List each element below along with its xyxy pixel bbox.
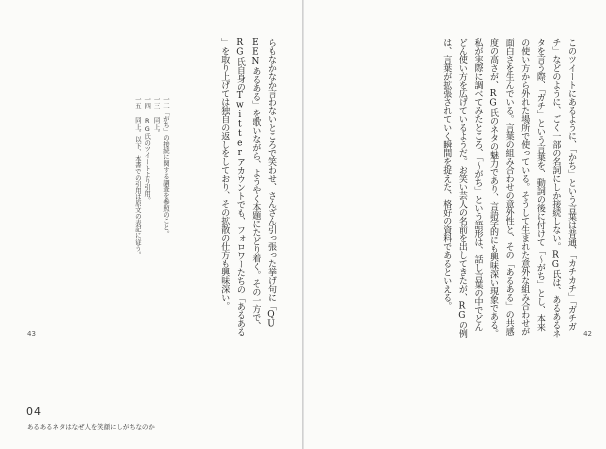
- left-page: [0, 0, 302, 449]
- footnote: 一二「がち」の接続に関する調査を参照のこと。: [162, 96, 170, 237]
- right-page: [304, 0, 606, 449]
- body-text: らもなかなか言わないところで笑わせ、さんざん引っ張った挙げ句に「QUEENあるある」を歌いながら、ようやく本題にたどり着く。その一方で、RG氏自身のTwitterアカウントでも、フォロワーたちの「あるある」を取り上げては独自の返しをしており、その拡散の仕方も興味深い。: [219, 38, 276, 336]
- chapter-title: あるあるネタはなぜ人を笑顔にしがちなのか: [27, 423, 155, 431]
- footnote: 一三 同上。: [152, 96, 161, 136]
- page-number: 43: [27, 330, 36, 338]
- page-number: 42: [583, 330, 592, 338]
- chapter-number: 04: [26, 405, 42, 418]
- footnote: 一五 同上。以下、本書での引用は原文の表記に従う。: [133, 96, 142, 258]
- body-text: このツイートにあるように、「かち」という言葉は普通、「カチカチ」「ガチガチ」などのように、ごく一部の名詞にしか接続しない。RG氏は、あるあるネタを言う際、「ガチ」という言葉を、動詞の後に付けて「〜がち」とし、本来の使い方から外れた場所で使っている。そうして生まれた意外な組み合わせが面白さを生んでいる。言葉の組み合わせの意外性と、その「あるある」の共感度の高さが、RG氏のネタの魅力であり、言語学的にも興味深い現象である。私が実際に調べてみたところ、「〜がち」という語形は、話し言葉の中でどんどん使い方を広げているようだ。お笑い芸人の名前を出してきたが、RGの例は、言葉が拡張されていく瞬間を捉えた、格好の資料であるといえる。: [441, 38, 576, 338]
- footnote: 一四 RG氏のツイートより引用。: [143, 96, 152, 204]
- footnotes: [20, 96, 170, 332]
